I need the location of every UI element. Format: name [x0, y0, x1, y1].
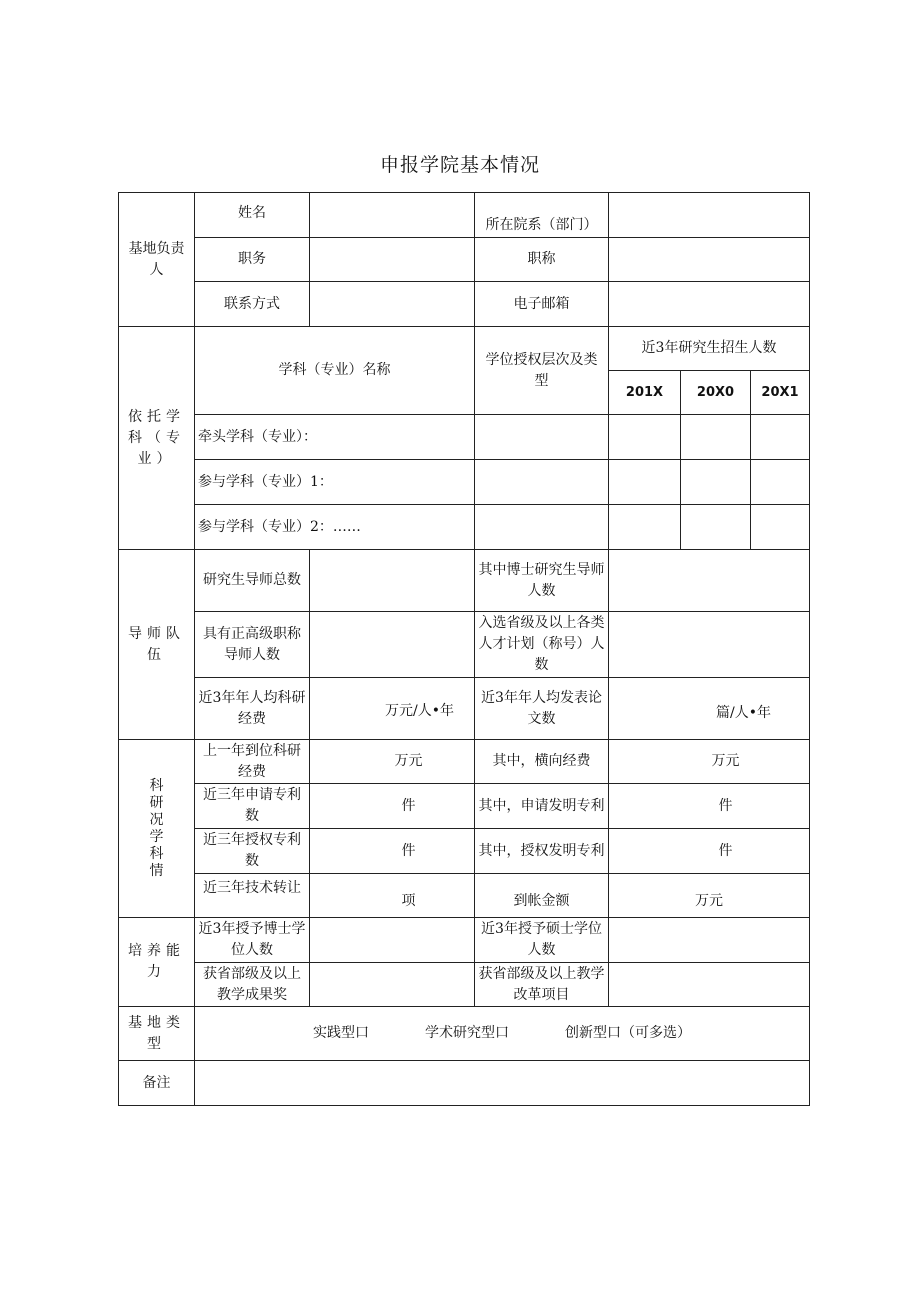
advisor-phd-field[interactable]: [609, 550, 809, 612]
page-title: 申报学院基本情况: [379, 154, 540, 176]
research-patent-apply-label: 近三年申请专利数: [203, 787, 301, 824]
research-invention-apply-label-cell: [475, 784, 609, 829]
base-type-options-text: 实践型口 学术研究型口 创新型口（可多选）: [313, 1025, 691, 1041]
leader-dept-label-cell: [475, 193, 609, 238]
advisor-funding-field[interactable]: [310, 678, 475, 740]
research-patent-grant-label: 近三年授权专利数: [203, 832, 301, 869]
advisors-section-header: [119, 550, 195, 740]
leader-name-field[interactable]: [310, 193, 475, 238]
research-patent-apply-field[interactable]: [310, 784, 475, 829]
advisor-senior-label: 具有正高级职称导师人数: [203, 625, 301, 663]
research-funds-label-cell: [195, 740, 310, 784]
base-type-section-label: 基地类型: [128, 1014, 185, 1052]
invention-grant-unit: 件: [718, 842, 733, 859]
discipline-name-header-cell: [195, 327, 475, 415]
discipline-row-participant-2[interactable]: [195, 505, 475, 550]
training-master-label-cell: [475, 918, 609, 963]
training-master-label: 近3年授予硕士学位人数: [481, 921, 602, 958]
horizontal-unit: 万元: [711, 753, 740, 769]
leader-email-label: 电子邮箱: [513, 295, 570, 312]
training-reform-field[interactable]: [609, 963, 809, 1007]
year-header: 20X1: [761, 385, 799, 400]
enroll-field[interactable]: [609, 415, 681, 460]
training-reform-label-cell: [475, 963, 609, 1007]
advisor-talent-field[interactable]: [609, 612, 809, 678]
research-patent-grant-label-cell: [195, 829, 310, 874]
leader-rank-field[interactable]: [609, 238, 809, 282]
leader-email-field[interactable]: [609, 282, 809, 327]
base-type-options[interactable]: [195, 1007, 809, 1061]
leader-position-label: 职务: [238, 251, 266, 267]
advisor-talent-label: 入选省级及以上各类人才计划（称号）人数: [478, 615, 605, 673]
enroll-field[interactable]: [681, 415, 751, 460]
invention-apply-unit: 件: [718, 797, 733, 814]
year-header: 201X: [625, 385, 664, 400]
research-horizontal-field[interactable]: [609, 740, 809, 784]
year-header-cell: [751, 371, 809, 415]
year-header-cell: [609, 371, 681, 415]
training-phd-field[interactable]: [310, 918, 475, 963]
advisor-funding-label: 近3年年人均科研经费: [198, 689, 306, 727]
research-amount-label: 到帐金额: [513, 893, 570, 909]
advisors-section-label: 导师队伍: [128, 625, 185, 663]
discipline-section-label: 依托学科（专业）: [128, 408, 185, 467]
research-invention-apply-label: 其中，申请发明专利: [478, 797, 605, 814]
research-patent-grant-field[interactable]: [310, 829, 475, 874]
enroll-field[interactable]: [609, 505, 681, 550]
remarks-field[interactable]: [195, 1061, 809, 1105]
research-transfer-label-cell: [195, 874, 310, 918]
remarks-label-cell: [119, 1061, 195, 1105]
advisor-total-field[interactable]: [310, 550, 475, 612]
transfer-unit: 项: [401, 893, 416, 909]
discipline-row-participant-1[interactable]: [195, 460, 475, 505]
discipline-degree-header-cell: [475, 327, 609, 415]
leader-contact-label-cell: [195, 282, 310, 327]
leader-dept-field[interactable]: [609, 193, 809, 238]
research-horizontal-label: 其中，横向经费: [492, 753, 591, 769]
research-horizontal-label-cell: [475, 740, 609, 784]
patent-grant-unit: 件: [401, 842, 416, 859]
research-label-char: 科: [149, 845, 164, 862]
training-award-label: 获省部级及以上教学成果奖: [203, 965, 301, 1003]
leader-name-label: 姓名: [238, 205, 266, 221]
discipline-row-label: 参与学科（专业）2：……: [198, 518, 361, 535]
research-section-label: [119, 740, 194, 917]
advisor-papers-field[interactable]: [609, 678, 809, 740]
funding-unit: 万元/人•年: [385, 703, 454, 719]
discipline-row-label: 牵头学科（专业）：: [198, 428, 317, 445]
training-award-label-cell: [195, 963, 310, 1007]
research-funds-label: 上一年到位科研经费: [203, 742, 301, 780]
leader-rank-label: 职称: [527, 251, 556, 267]
amount-unit: 万元: [695, 893, 723, 909]
papers-unit: 篇/人•年: [716, 705, 771, 721]
discipline-row-lead[interactable]: [195, 415, 475, 460]
research-invention-grant-field[interactable]: [609, 829, 809, 874]
research-label-char: 研: [149, 794, 164, 811]
research-label-char: 科: [149, 777, 164, 794]
enroll-field[interactable]: [751, 415, 809, 460]
research-transfer-field[interactable]: [310, 874, 475, 918]
enroll-field[interactable]: [751, 505, 809, 550]
research-label-char: 学: [149, 828, 164, 845]
research-patent-apply-label-cell: [195, 784, 310, 829]
discipline-name-header: 学科（专业）名称: [278, 362, 391, 378]
advisor-talent-label-cell: [475, 612, 609, 678]
remarks-label: 备注: [142, 1074, 171, 1091]
research-transfer-label: 近三年技术转让: [203, 880, 301, 896]
research-funds-field[interactable]: [310, 740, 475, 784]
advisor-senior-field[interactable]: [310, 612, 475, 678]
training-section-label: 培养能力: [128, 943, 185, 980]
enroll-field[interactable]: [609, 460, 681, 505]
advisor-funding-label-cell: [195, 678, 310, 740]
enroll-field[interactable]: [751, 460, 809, 505]
research-invention-apply-field[interactable]: [609, 784, 809, 829]
discipline-enroll-header-cell: [609, 327, 809, 371]
funds-unit: 万元: [394, 753, 423, 769]
training-master-field[interactable]: [609, 918, 809, 963]
training-phd-label: 近3年授予博士学位人数: [198, 921, 306, 958]
research-amount-label-cell: [475, 874, 609, 918]
degree-field[interactable]: [475, 505, 609, 550]
research-label-char: 况: [149, 811, 164, 828]
leader-email-label-cell: [475, 282, 609, 327]
research-invention-grant-label: 其中，授权发明专利: [478, 842, 605, 859]
leader-contact-field[interactable]: [310, 282, 475, 327]
research-section-header: [119, 740, 195, 918]
training-award-field[interactable]: [310, 963, 475, 1007]
year-header: 20X0: [696, 385, 735, 400]
leader-position-field[interactable]: [310, 238, 475, 282]
discipline-enroll-header: 近3年研究生招生人数: [641, 340, 777, 356]
enroll-field[interactable]: [681, 505, 751, 550]
training-section-header: [119, 918, 195, 1007]
degree-field[interactable]: [475, 460, 609, 505]
advisor-senior-label-cell: [195, 612, 310, 678]
research-invention-grant-label-cell: [475, 829, 609, 874]
research-amount-field[interactable]: [609, 874, 809, 918]
training-reform-label: 获省部级及以上教学改革项目: [478, 965, 605, 1003]
advisor-phd-label-cell: [475, 550, 609, 612]
degree-field[interactable]: [475, 415, 609, 460]
enroll-field[interactable]: [681, 460, 751, 505]
discipline-row-label: 参与学科（专业）1：: [198, 473, 333, 490]
leader-dept-label: 所在院系（部门）: [485, 216, 598, 233]
patent-apply-unit: 件: [401, 797, 416, 814]
year-header-cell: [681, 371, 751, 415]
leader-section-label: 基地负责人: [128, 240, 185, 278]
leader-name-label-cell: [195, 193, 310, 238]
leader-position-label-cell: [195, 238, 310, 282]
leader-section-header: [119, 193, 195, 327]
advisor-papers-label: 近3年年人均发表论文数: [481, 689, 602, 727]
advisor-papers-label-cell: [475, 678, 609, 740]
advisor-total-label: 研究生导师总数: [203, 572, 301, 588]
discipline-section-header: [119, 327, 195, 550]
base-type-section-header: [119, 1007, 195, 1061]
training-phd-label-cell: [195, 918, 310, 963]
application-form-table: [118, 192, 810, 1106]
advisor-total-label-cell: [195, 550, 310, 612]
research-label-char: 情: [149, 862, 164, 879]
discipline-degree-header: 学位授权层次及类型: [485, 351, 598, 389]
leader-rank-label-cell: [475, 238, 609, 282]
leader-contact-label: 联系方式: [224, 295, 280, 312]
advisor-phd-label: 其中博士研究生导师人数: [478, 561, 605, 599]
